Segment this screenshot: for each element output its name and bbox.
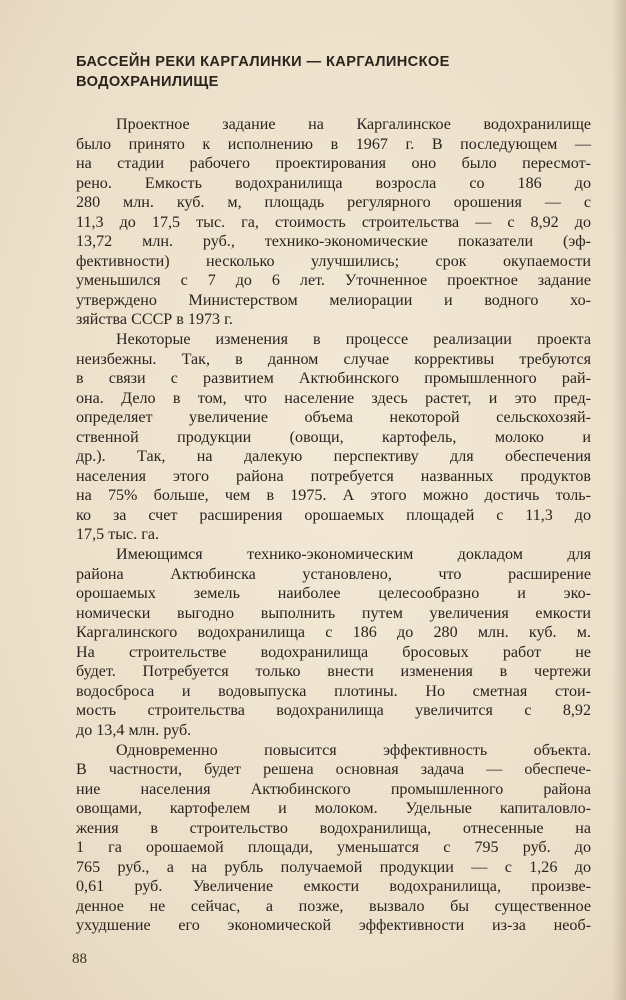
heading-line: БАССЕЙН РЕКИ КАРГАЛИНКИ — КАРГАЛИНСКОЕ xyxy=(76,54,450,70)
text-line: до 13,4 млн. руб. xyxy=(76,721,192,739)
text-line: овощами, картофелем и молоком. Удельные капиталовло- xyxy=(76,800,591,818)
text-line: В частности, будет решена основная задача — обеспече- xyxy=(76,761,591,779)
text-line: на 75% больше, чем в 1975. А этого можно достичь толь- xyxy=(76,487,591,505)
text-line: на стадии рабочего проектирования оно было пересмот- xyxy=(76,155,591,173)
text-line: зяйства СССР в 1973 г. xyxy=(76,311,233,329)
text-line: 0,61 руб. Увеличение емкости водохранилища, произве- xyxy=(76,878,591,896)
text-line: 17,5 тыс. га. xyxy=(76,526,159,544)
text-line: района Актюбинска установлено, что расширение xyxy=(76,565,591,583)
text-line: 765 руб., а на рубль получаемой продукции — с 1,26 до xyxy=(76,858,591,876)
text-line: Некоторые изменения в процессе реализации проекта xyxy=(116,331,591,349)
text-line: определяет увеличение объема некоторой сельскохозяй- xyxy=(76,409,591,427)
text-line: водосброса и водовыпуска плотины. Но сметная стои- xyxy=(76,682,591,700)
body-text xyxy=(76,115,591,936)
text-line: мость строительства водохранилища увеличится с 8,92 xyxy=(76,702,591,720)
text-line: уменьшился с 7 до 6 лет. Уточненное проектное задание xyxy=(76,272,591,290)
text-line: ственной продукции (овощи, картофель, молоко и xyxy=(76,428,591,446)
section-heading xyxy=(76,52,596,92)
text-line: утверждено Министерством мелиорации и водного хо- xyxy=(76,291,591,309)
text-line: рено. Емкость водохранилища возросла со 186 до xyxy=(76,174,591,192)
text-line: было принято к исполнению в 1967 г. В последующем — xyxy=(76,135,591,153)
text-line: она. Дело в том, что население здесь растет, и это пред- xyxy=(76,389,591,407)
text-line: населения этого района потребуется названных продуктов xyxy=(76,467,591,485)
text-line: в связи с развитием Актюбинского промышленного рай- xyxy=(76,370,591,388)
text-line: ухудшение его экономической эффективности из-за необ- xyxy=(76,917,591,935)
text-line: фективности) несколько улучшились; срок окупаемости xyxy=(76,252,591,270)
text-line: Имеющимся технико-экономическим докладом для xyxy=(116,546,591,564)
text-line: жения в строительство водохранилища, отнесенные на xyxy=(76,819,591,837)
text-line: денное не сейчас, а позже, вызвало бы существенное xyxy=(76,897,591,915)
text-line: 13,72 млн. руб., технико-экономические показатели (эф- xyxy=(76,233,591,251)
text-line: др.). Так, на далекую перспективу для обеспечения xyxy=(76,448,591,466)
text-line: 280 млн. куб. м, площадь регулярного орошения — с xyxy=(76,194,591,212)
text-line: 1 га орошаемой площади, уменьшатся с 795 руб. до xyxy=(76,839,591,857)
text-line: Проектное задание на Каргалинское водохранилище xyxy=(116,116,591,133)
text-line: орошаемых земель наиболее целесообразно и эко- xyxy=(76,585,591,603)
page-spine-shadow xyxy=(612,0,626,1000)
page-number: 88 xyxy=(72,951,87,967)
text-line: будет. Потребуется только внести изменения в чертежи xyxy=(76,663,591,681)
text-line: номически выгодно выполнить путем увеличения емкости xyxy=(76,604,591,622)
text-line: На строительстве водохранилища бросовых работ не xyxy=(76,643,591,661)
text-line: Каргалинского водохранилища с 186 до 280 млн. куб. м. xyxy=(76,624,591,642)
text-line: ние населения Актюбинского промышленного района xyxy=(76,780,591,798)
text-line: 11,3 до 17,5 тыс. га, стоимость строительства — с 8,92 до xyxy=(76,213,591,231)
text-line: неизбежны. Так, в данном случае коррективы требуются xyxy=(76,350,591,368)
text-line: Одновременно повысится эффективность объекта. xyxy=(116,741,591,759)
heading-line: ВОДОХРАНИЛИЩЕ xyxy=(76,74,219,90)
text-line: ко за счет расширения орошаемых площадей с 11,3 до xyxy=(76,506,591,524)
